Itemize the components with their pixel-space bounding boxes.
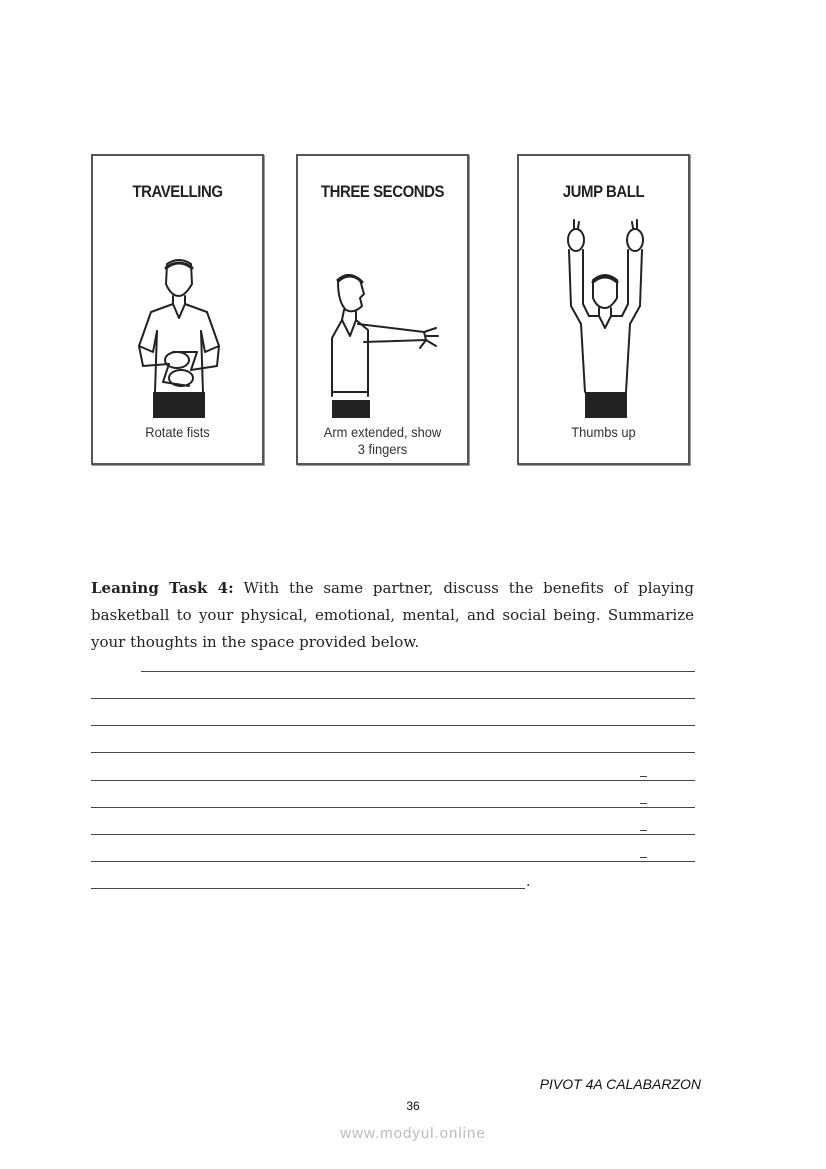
answer-line[interactable]: [91, 752, 695, 753]
footer-source: PIVOT 4A CALABARZON: [539, 1076, 701, 1092]
signal-title: TRAVELLING: [132, 182, 223, 201]
task-label: Leaning Task 4:: [91, 579, 234, 597]
answer-line[interactable]: [91, 780, 695, 781]
task-instructions: With the same partner, discuss the benefits of playing basketball to your physical, emotional, mental, and social being. Summarize your thoughts in the space provided below.: [91, 579, 694, 651]
signal-caption: [308, 424, 456, 458]
referee-thumbs-up-illustration: [519, 156, 692, 467]
referee-rotate-fists-illustration: [93, 156, 266, 467]
final-period: .: [526, 874, 531, 890]
answer-line[interactable]: [141, 671, 695, 672]
answer-line[interactable]: [91, 725, 695, 726]
referee-arm-extended-illustration: [298, 156, 471, 467]
signal-card-travelling: [91, 154, 264, 465]
answer-line[interactable]: [91, 888, 525, 889]
signal-caption-line: 3 fingers: [357, 441, 408, 457]
page-number: 36: [406, 1099, 420, 1113]
signal-title: THREE SECONDS: [320, 182, 445, 201]
answer-line[interactable]: [91, 698, 695, 699]
answer-line[interactable]: [91, 834, 695, 835]
signal-card-jump-ball: [517, 154, 690, 465]
watermark: www.modyul.online: [340, 1125, 486, 1142]
signal-caption: Thumbs up: [571, 424, 636, 440]
line-mark: [640, 803, 647, 804]
learning-task-paragraph: [91, 575, 694, 656]
signal-caption: Rotate fists: [145, 424, 210, 440]
line-mark: [640, 830, 647, 831]
signal-card-three-seconds: [296, 154, 469, 465]
line-mark: [640, 776, 647, 777]
signal-title: JUMP BALL: [562, 182, 645, 201]
line-mark: [640, 857, 647, 858]
answer-line[interactable]: [91, 861, 695, 862]
signal-caption-line: Arm extended, show: [323, 424, 442, 440]
answer-line[interactable]: [91, 807, 695, 808]
